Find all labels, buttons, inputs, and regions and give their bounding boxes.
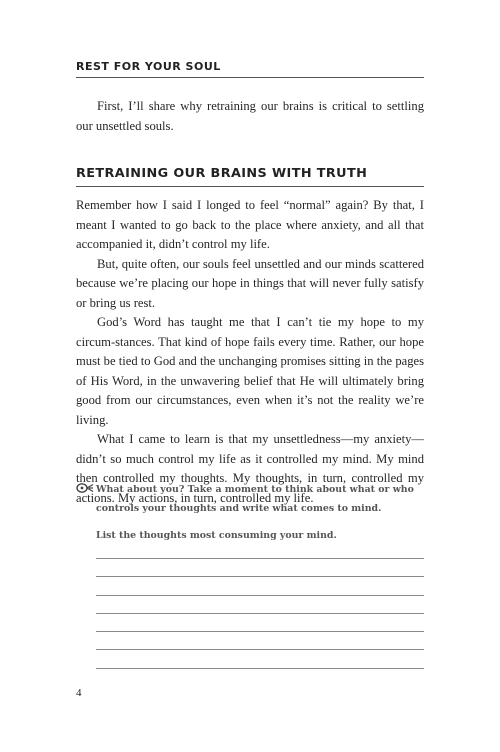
paragraph-4: What I came to learn is that my unsettledness—my anxiety—didn’t so much control my life as it controlled my mind. My mind then controlled my thoughts. My thoughts, in turn, controlled my actions. My actions, in turn, controlled my life. xyxy=(76,432,424,505)
reflection-prompt xyxy=(76,480,424,541)
section-heading: RETRAINING OUR BRAINS WITH TRUTH xyxy=(76,166,368,181)
running-head: REST FOR YOUR SOUL xyxy=(76,60,221,73)
writing-line[interactable] xyxy=(96,668,424,669)
list-instruction: List the thoughts most consuming your mind. xyxy=(96,530,337,541)
paragraph-1: Remember how I said I longed to feel “normal” again? By that, I meant I wanted to go back to the place where anxiety, and all that accompanied it, didn’t control my life. xyxy=(76,198,424,251)
writing-line[interactable] xyxy=(96,631,424,632)
writing-line[interactable] xyxy=(96,595,424,596)
intro-paragraph: First, I’ll share why retraining our brains is critical to settling our unsettled souls. xyxy=(76,99,424,133)
header-rule xyxy=(76,77,424,78)
paragraph-2: But, quite often, our souls feel unsettled and our minds scattered because we’re placing our hope in things that will never fully satisfy or bring us rest. xyxy=(76,256,424,310)
body-text xyxy=(76,196,424,508)
page-number: 4 xyxy=(76,687,82,699)
paragraph-3: God’s Word has taught me that I can’t tie my hope to my circum-stances. That kind of hope fails every time. Rather, our hope must be tied to God and the unchanging promises sitting in the pages of His Word, in the unwavering belief that He will ultimately bring good from our circumstances, even when it’s not the reality we’re living. xyxy=(76,315,424,427)
writing-line[interactable] xyxy=(96,558,424,559)
writing-line[interactable] xyxy=(96,649,424,650)
section-rule xyxy=(76,186,424,187)
prompt-question: What about you? Take a moment to think about what or who controls your thoughts and write what comes to mind. xyxy=(96,484,414,514)
pen-nib-icon xyxy=(76,481,94,495)
writing-lines[interactable] xyxy=(96,558,424,686)
writing-line[interactable] xyxy=(96,576,424,577)
writing-line[interactable] xyxy=(96,613,424,614)
